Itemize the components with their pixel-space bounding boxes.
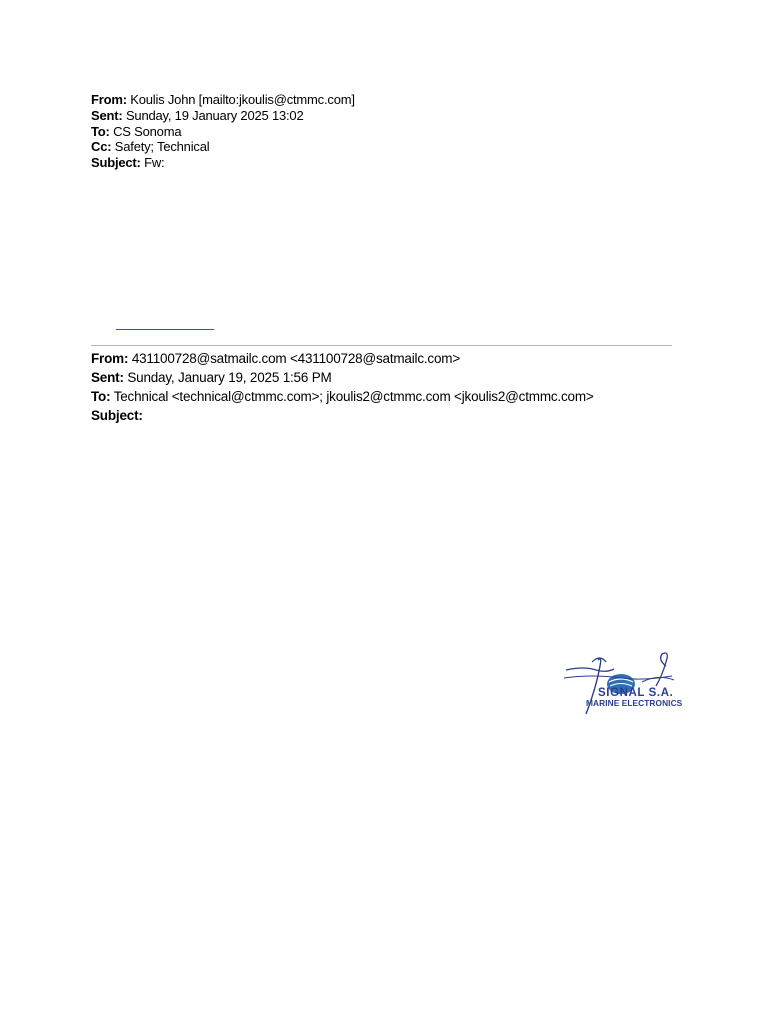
to-row	[91, 124, 691, 140]
cc-label: Cc:	[91, 139, 112, 155]
cc-row	[91, 139, 691, 155]
sent-label: Sent:	[91, 370, 124, 385]
stamp-company-text: SIGNAL S.A.	[598, 687, 674, 699]
sent-label: Sent:	[91, 107, 123, 123]
from-label: From:	[91, 92, 127, 107]
signature-stroke	[566, 668, 614, 671]
to-label: To:	[91, 123, 110, 139]
from-row	[91, 349, 711, 368]
from-value[interactable]: Koulis John [mailto:jkoulis@ctmmc.com]	[130, 92, 355, 107]
message-separator	[91, 345, 672, 346]
to-label: To:	[91, 389, 111, 404]
sent-row	[91, 108, 691, 124]
from-value[interactable]: 431100728@satmailc.com <431100728@satmailc.com>	[131, 351, 461, 366]
to-value[interactable]: Technical <technical@ctmmc.com>; jkoulis2@ctmmc.com <jkoulis2@ctmmc.com>	[113, 389, 594, 404]
original-email-header	[91, 349, 711, 425]
sent-row	[91, 368, 711, 387]
to-row	[91, 387, 711, 406]
subject-row	[91, 155, 691, 171]
stamp-tagline-text: MARINE ELECTRONICS	[586, 698, 683, 708]
signal-logo-icon	[562, 652, 708, 718]
sent-value: Sunday, January 19, 2025 1:56 PM	[127, 370, 332, 385]
subject-label: Subject:	[91, 155, 141, 171]
blank-hyperlink[interactable]	[116, 329, 214, 330]
forward-email-header	[91, 92, 691, 171]
signature-stamp	[562, 652, 708, 718]
subject-label: Subject:	[91, 408, 143, 423]
from-label: From:	[91, 351, 129, 366]
subject-row	[91, 406, 711, 425]
from-row	[91, 92, 691, 108]
subject-value: Fw:	[144, 155, 165, 171]
cc-value: Safety; Technical	[114, 139, 210, 155]
to-value: CS Sonoma	[113, 123, 182, 139]
sent-value: Sunday, 19 January 2025 13:02	[125, 107, 304, 123]
